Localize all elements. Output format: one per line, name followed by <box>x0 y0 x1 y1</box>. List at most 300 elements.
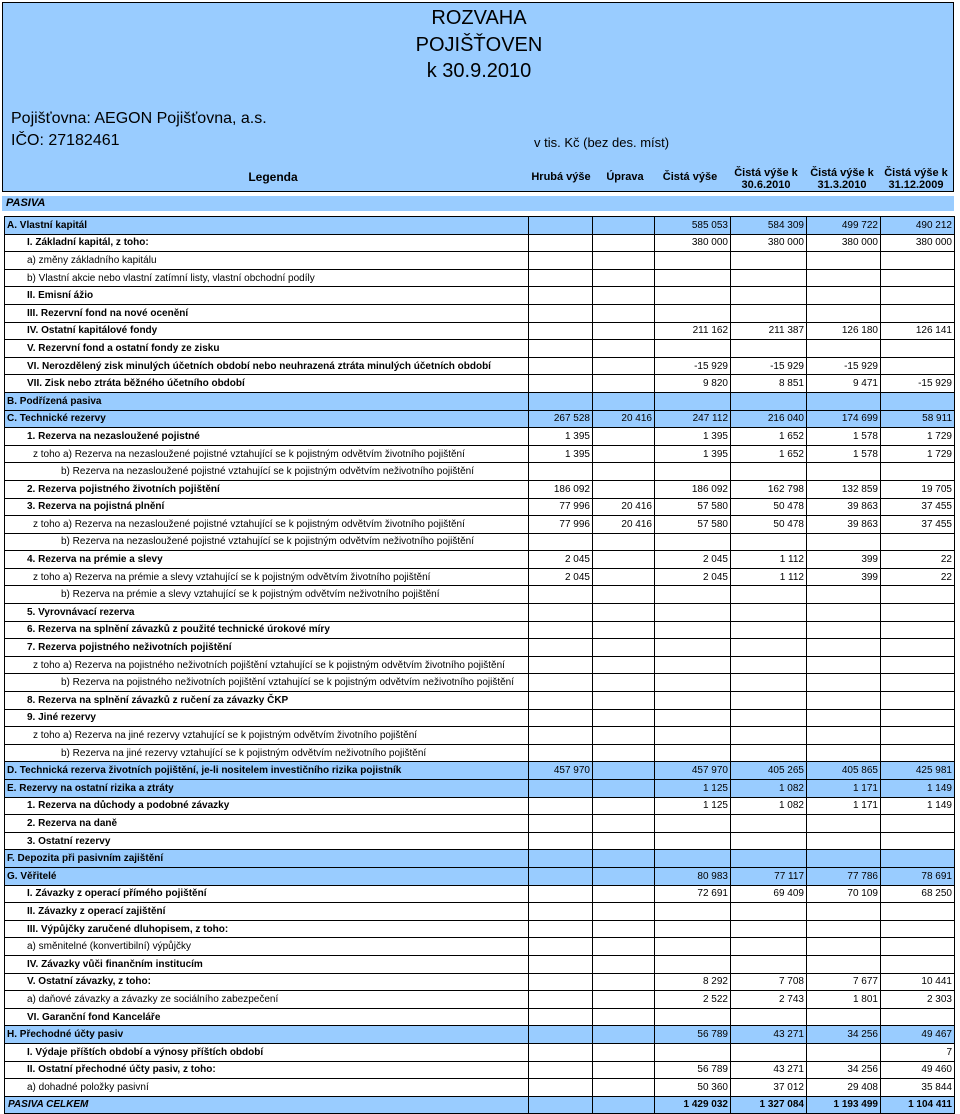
table-row <box>5 709 955 727</box>
row-label: b) Rezerva na prémie a slevy vztahující se k pojistným odvětvím neživotního pojištění <box>5 586 529 604</box>
row-value <box>807 709 881 727</box>
row-value <box>529 903 593 921</box>
row-value <box>881 639 955 657</box>
table-row <box>5 1079 955 1097</box>
row-value <box>529 1096 593 1114</box>
row-label: I. Výdaje příštích období a výnosy příštích období <box>5 1043 529 1061</box>
row-value <box>731 340 807 358</box>
row-value: 1 149 <box>881 797 955 815</box>
row-value <box>881 656 955 674</box>
row-value: 9 820 <box>655 375 731 393</box>
balance-rows <box>5 217 955 1114</box>
row-value <box>593 217 655 235</box>
row-value: 10 441 <box>881 973 955 991</box>
row-value <box>655 744 731 762</box>
row-value <box>529 217 593 235</box>
row-value <box>881 903 955 921</box>
table-row <box>5 586 955 604</box>
row-value <box>807 604 881 622</box>
row-value <box>731 744 807 762</box>
row-value <box>655 903 731 921</box>
row-value <box>529 709 593 727</box>
row-value: 216 040 <box>731 410 807 428</box>
row-value <box>731 832 807 850</box>
row-value: 1 171 <box>807 780 881 798</box>
row-value <box>529 780 593 798</box>
row-value <box>881 357 955 375</box>
row-value <box>655 252 731 270</box>
col-net-ye-header: Čistá výše k 31.12.2009 <box>884 167 948 191</box>
row-value <box>731 463 807 481</box>
row-value <box>731 727 807 745</box>
row-value <box>807 586 881 604</box>
row-value: 1 578 <box>807 428 881 446</box>
row-value <box>731 709 807 727</box>
table-row <box>5 322 955 340</box>
row-value <box>881 920 955 938</box>
row-value <box>529 269 593 287</box>
table-row <box>5 1096 955 1114</box>
row-value <box>881 692 955 710</box>
row-value: 1 327 084 <box>731 1096 807 1114</box>
row-value: 457 970 <box>529 762 593 780</box>
row-value: 1 729 <box>881 445 955 463</box>
row-value <box>593 375 655 393</box>
table-row <box>5 797 955 815</box>
row-value <box>731 674 807 692</box>
row-value: 20 416 <box>593 498 655 516</box>
row-value <box>881 586 955 604</box>
row-value <box>731 1008 807 1026</box>
row-value: 2 045 <box>529 551 593 569</box>
row-value <box>731 621 807 639</box>
row-label: a) směnitelné (konvertibilní) výpůjčky <box>5 938 529 956</box>
table-row <box>5 357 955 375</box>
row-value <box>593 1043 655 1061</box>
row-label: H. Přechodné účty pasiv <box>5 1026 529 1044</box>
row-label: z toho a) Rezerva na nezasloužené pojistné vztahující se k pojistným odvětvím životního pojištění <box>5 516 529 534</box>
row-value: 35 844 <box>881 1079 955 1097</box>
row-value: 1 395 <box>529 445 593 463</box>
row-label: II. Ostatní přechodné účty pasiv, z toho: <box>5 1061 529 1079</box>
row-value <box>593 692 655 710</box>
row-value: 2 303 <box>881 991 955 1009</box>
table-row <box>5 1043 955 1061</box>
report-title-line2: POJIŠŤOVEN <box>415 34 543 56</box>
table-row <box>5 639 955 657</box>
row-value: 405 265 <box>731 762 807 780</box>
row-value: -15 929 <box>881 375 955 393</box>
table-row <box>5 850 955 868</box>
row-value <box>881 674 955 692</box>
table-row <box>5 973 955 991</box>
col-net-header: Čistá výše <box>662 171 718 183</box>
row-value <box>529 1008 593 1026</box>
row-value <box>529 1079 593 1097</box>
row-value <box>731 604 807 622</box>
row-value: 584 309 <box>731 217 807 235</box>
row-value: 1 125 <box>655 780 731 798</box>
row-value <box>807 903 881 921</box>
row-value <box>593 428 655 446</box>
row-label: VI. Garanční fond Kanceláře <box>5 1008 529 1026</box>
row-value <box>731 639 807 657</box>
row-value <box>807 727 881 745</box>
table-row <box>5 533 955 551</box>
row-value <box>807 463 881 481</box>
row-value <box>529 973 593 991</box>
row-value <box>881 340 955 358</box>
row-value <box>881 392 955 410</box>
row-value <box>881 832 955 850</box>
table-row <box>5 498 955 516</box>
row-value: 211 162 <box>655 322 731 340</box>
row-value: 8 851 <box>731 375 807 393</box>
row-label: I. Základní kapitál, z toho: <box>5 234 529 252</box>
row-value: 34 256 <box>807 1061 881 1079</box>
col-legend-header: Legenda <box>248 170 298 184</box>
row-value <box>807 1043 881 1061</box>
row-value <box>655 287 731 305</box>
row-value <box>881 709 955 727</box>
row-value <box>529 1061 593 1079</box>
row-value: 1 652 <box>731 428 807 446</box>
row-label: b) Vlastní akcie nebo vlastní zatímní listy, vlastní obchodní podíly <box>5 269 529 287</box>
row-value: 162 798 <box>731 480 807 498</box>
row-value <box>529 1043 593 1061</box>
row-label: IV. Závazky vůči finančním institucím <box>5 955 529 973</box>
row-value <box>807 692 881 710</box>
row-value <box>529 938 593 956</box>
row-value: 490 212 <box>881 217 955 235</box>
row-value <box>593 1008 655 1026</box>
row-value <box>529 639 593 657</box>
table-row <box>5 815 955 833</box>
row-value: 56 789 <box>655 1026 731 1044</box>
table-row <box>5 480 955 498</box>
row-value: 380 000 <box>881 234 955 252</box>
row-value: 247 112 <box>655 410 731 428</box>
row-label: b) Rezerva na jiné rezervy vztahující se k pojistným odvětvím neživotního pojištění <box>5 744 529 762</box>
table-row <box>5 551 955 569</box>
table-row <box>5 410 955 428</box>
row-value <box>593 1096 655 1114</box>
row-value <box>529 727 593 745</box>
row-value <box>807 1008 881 1026</box>
row-value <box>881 533 955 551</box>
row-value <box>881 304 955 322</box>
row-value: 2 522 <box>655 991 731 1009</box>
row-value: 2 743 <box>731 991 807 1009</box>
row-value <box>807 621 881 639</box>
row-value: 77 996 <box>529 516 593 534</box>
row-label: 1. Rezerva na důchody a podobné závazky <box>5 797 529 815</box>
row-value: 1 104 411 <box>881 1096 955 1114</box>
row-value: 1 801 <box>807 991 881 1009</box>
row-value: 399 <box>807 551 881 569</box>
insurer-name: Pojišťovna: AEGON Pojišťovna, a.s. <box>11 110 267 127</box>
row-value <box>529 322 593 340</box>
row-label: 2. Rezerva na daně <box>5 815 529 833</box>
row-label: z toho a) Rezerva na nezasloužené pojistné vztahující se k pojistným odvětvím životního pojištění <box>5 445 529 463</box>
row-value: 39 863 <box>807 516 881 534</box>
row-value <box>593 392 655 410</box>
col-adjustment-header: Úprava <box>606 171 644 183</box>
row-label: z toho a) Rezerva na prémie a slevy vztahující se k pojistným odvětvím životního pojištění <box>5 568 529 586</box>
row-value: 20 416 <box>593 516 655 534</box>
row-value <box>529 885 593 903</box>
row-value <box>807 815 881 833</box>
row-value <box>593 674 655 692</box>
col-net-q1-header: Čistá výše k 31.3.2010 <box>810 167 874 191</box>
row-value <box>593 850 655 868</box>
row-value <box>593 621 655 639</box>
row-value: 22 <box>881 551 955 569</box>
row-value: 174 699 <box>807 410 881 428</box>
table-row <box>5 674 955 692</box>
row-value <box>807 287 881 305</box>
row-value: 380 000 <box>731 234 807 252</box>
table-row <box>5 885 955 903</box>
row-value <box>593 1061 655 1079</box>
table-row <box>5 780 955 798</box>
row-value <box>807 340 881 358</box>
row-label: VI. Nerozdělený zisk minulých účetních období nebo neuhrazená ztráta minulých účetních období <box>5 357 529 375</box>
row-label: V. Rezervní fond a ostatní fondy ze zisku <box>5 340 529 358</box>
row-value <box>529 621 593 639</box>
table-row <box>5 1008 955 1026</box>
table-row <box>5 287 955 305</box>
table-row <box>5 1061 955 1079</box>
row-value <box>655 392 731 410</box>
row-value: 186 092 <box>529 480 593 498</box>
row-value: 1 729 <box>881 428 955 446</box>
table-row <box>5 744 955 762</box>
row-label: IV. Ostatní kapitálové fondy <box>5 322 529 340</box>
row-value <box>529 797 593 815</box>
row-value <box>529 920 593 938</box>
row-value <box>529 815 593 833</box>
row-value <box>529 533 593 551</box>
table-row <box>5 463 955 481</box>
row-value: 77 996 <box>529 498 593 516</box>
row-value <box>655 674 731 692</box>
row-value <box>731 252 807 270</box>
row-value <box>655 850 731 868</box>
row-value <box>807 920 881 938</box>
row-value: 132 859 <box>807 480 881 498</box>
row-value: 267 528 <box>529 410 593 428</box>
row-value <box>731 1043 807 1061</box>
row-value <box>807 744 881 762</box>
row-value <box>593 832 655 850</box>
row-value <box>807 533 881 551</box>
row-value <box>881 744 955 762</box>
row-value <box>529 744 593 762</box>
table-row <box>5 938 955 956</box>
row-value: 425 981 <box>881 762 955 780</box>
row-value: 49 467 <box>881 1026 955 1044</box>
table-row <box>5 727 955 745</box>
table-row <box>5 234 955 252</box>
table-row <box>5 1026 955 1044</box>
row-value: 399 <box>807 568 881 586</box>
row-value <box>593 973 655 991</box>
row-value <box>881 1008 955 1026</box>
row-value: 1 125 <box>655 797 731 815</box>
row-value <box>529 463 593 481</box>
row-value <box>655 920 731 938</box>
row-value: 1 171 <box>807 797 881 815</box>
row-value <box>655 955 731 973</box>
row-value <box>593 815 655 833</box>
row-value <box>881 621 955 639</box>
row-label: 9. Jiné rezervy <box>5 709 529 727</box>
row-label: 5. Vyrovnávací rezerva <box>5 604 529 622</box>
row-value <box>731 392 807 410</box>
row-value <box>593 885 655 903</box>
row-value <box>593 445 655 463</box>
row-value: 457 970 <box>655 762 731 780</box>
table-row <box>5 217 955 235</box>
row-value <box>529 340 593 358</box>
row-value <box>731 586 807 604</box>
row-value <box>593 903 655 921</box>
row-value <box>807 304 881 322</box>
row-label: E. Rezervy na ostatní rizika a ztráty <box>5 780 529 798</box>
row-value: 2 045 <box>655 568 731 586</box>
row-value <box>529 392 593 410</box>
row-value: 50 478 <box>731 516 807 534</box>
row-label: I. Závazky z operací přímého pojištění <box>5 885 529 903</box>
balance-table <box>4 216 955 1114</box>
row-value <box>593 762 655 780</box>
row-value <box>593 480 655 498</box>
row-value: 37 012 <box>731 1079 807 1097</box>
report-title-line3: k 30.9.2010 <box>426 60 532 82</box>
row-value <box>655 1008 731 1026</box>
row-value <box>881 850 955 868</box>
row-value: 9 471 <box>807 375 881 393</box>
table-row <box>5 692 955 710</box>
row-value: 126 180 <box>807 322 881 340</box>
row-label: 7. Rezerva pojistného neživotních pojištění <box>5 639 529 657</box>
row-value: 58 911 <box>881 410 955 428</box>
row-value <box>593 1026 655 1044</box>
row-value <box>593 604 655 622</box>
row-value <box>655 938 731 956</box>
row-value <box>593 1079 655 1097</box>
row-label: II. Emisní ážio <box>5 287 529 305</box>
row-value <box>655 304 731 322</box>
row-label: z toho a) Rezerva na pojistného neživotních pojištění vztahující se k pojistným odvětvím životního pojištění <box>5 656 529 674</box>
row-value: 1 193 499 <box>807 1096 881 1114</box>
row-value <box>881 955 955 973</box>
report-title-line1: ROZVAHA <box>431 7 527 29</box>
row-value <box>593 234 655 252</box>
row-label: VII. Zisk nebo ztráta běžného účetního období <box>5 375 529 393</box>
row-value <box>593 920 655 938</box>
section-title: PASIVA <box>6 197 46 209</box>
row-value <box>881 269 955 287</box>
row-value: 1 395 <box>529 428 593 446</box>
row-value <box>593 991 655 1009</box>
row-value <box>593 709 655 727</box>
row-value <box>655 727 731 745</box>
row-value: 19 705 <box>881 480 955 498</box>
row-label: C. Technické rezervy <box>5 410 529 428</box>
row-value <box>593 955 655 973</box>
row-value <box>529 832 593 850</box>
row-value <box>529 287 593 305</box>
row-value: 2 045 <box>529 568 593 586</box>
row-value <box>731 692 807 710</box>
row-value <box>593 357 655 375</box>
table-row <box>5 340 955 358</box>
row-value <box>731 287 807 305</box>
row-value <box>807 955 881 973</box>
row-label: PASIVA CELKEM <box>5 1096 529 1114</box>
row-value: 77 117 <box>731 867 807 885</box>
row-value <box>807 252 881 270</box>
row-label: b) Rezerva na nezasloužené pojistné vztahující se k pojistným odvětvím neživotního pojištění <box>5 463 529 481</box>
row-value <box>529 955 593 973</box>
row-value: 68 250 <box>881 885 955 903</box>
row-value <box>881 463 955 481</box>
row-label: b) Rezerva na nezasloužené pojistné vztahující se k pojistným odvětvím neživotního pojištění <box>5 533 529 551</box>
row-label: III. Výpůjčky zaručené dluhopisem, z toho: <box>5 920 529 938</box>
row-label: III. Rezervní fond na nové ocenění <box>5 304 529 322</box>
table-row <box>5 991 955 1009</box>
company-id: IČO: 27182461 <box>11 132 120 149</box>
row-value <box>881 287 955 305</box>
row-value <box>807 938 881 956</box>
row-value <box>529 375 593 393</box>
row-value: 1 578 <box>807 445 881 463</box>
row-value: 1 112 <box>731 568 807 586</box>
table-row <box>5 516 955 534</box>
table-row <box>5 832 955 850</box>
row-value: 8 292 <box>655 973 731 991</box>
row-label: b) Rezerva na pojistného neživotních pojištění vztahující se k pojistným odvětvím neživotního pojištění <box>5 674 529 692</box>
table-row <box>5 428 955 446</box>
row-value: 34 256 <box>807 1026 881 1044</box>
col-gross-header: Hrubá výše <box>531 171 591 183</box>
row-value: 22 <box>881 568 955 586</box>
row-value <box>655 269 731 287</box>
row-value <box>655 621 731 639</box>
row-label: V. Ostatní závazky, z toho: <box>5 973 529 991</box>
row-value <box>593 639 655 657</box>
row-value <box>593 252 655 270</box>
row-value: 50 478 <box>731 498 807 516</box>
row-value <box>529 867 593 885</box>
row-value: 57 580 <box>655 498 731 516</box>
row-value: 80 983 <box>655 867 731 885</box>
row-value <box>731 269 807 287</box>
row-value: 43 271 <box>731 1026 807 1044</box>
table-row <box>5 955 955 973</box>
table-row <box>5 269 955 287</box>
row-value <box>593 287 655 305</box>
row-value <box>593 551 655 569</box>
row-value <box>593 340 655 358</box>
row-value: 50 360 <box>655 1079 731 1097</box>
row-value <box>529 604 593 622</box>
row-value: 499 722 <box>807 217 881 235</box>
row-value: 1 149 <box>881 780 955 798</box>
row-value <box>655 340 731 358</box>
